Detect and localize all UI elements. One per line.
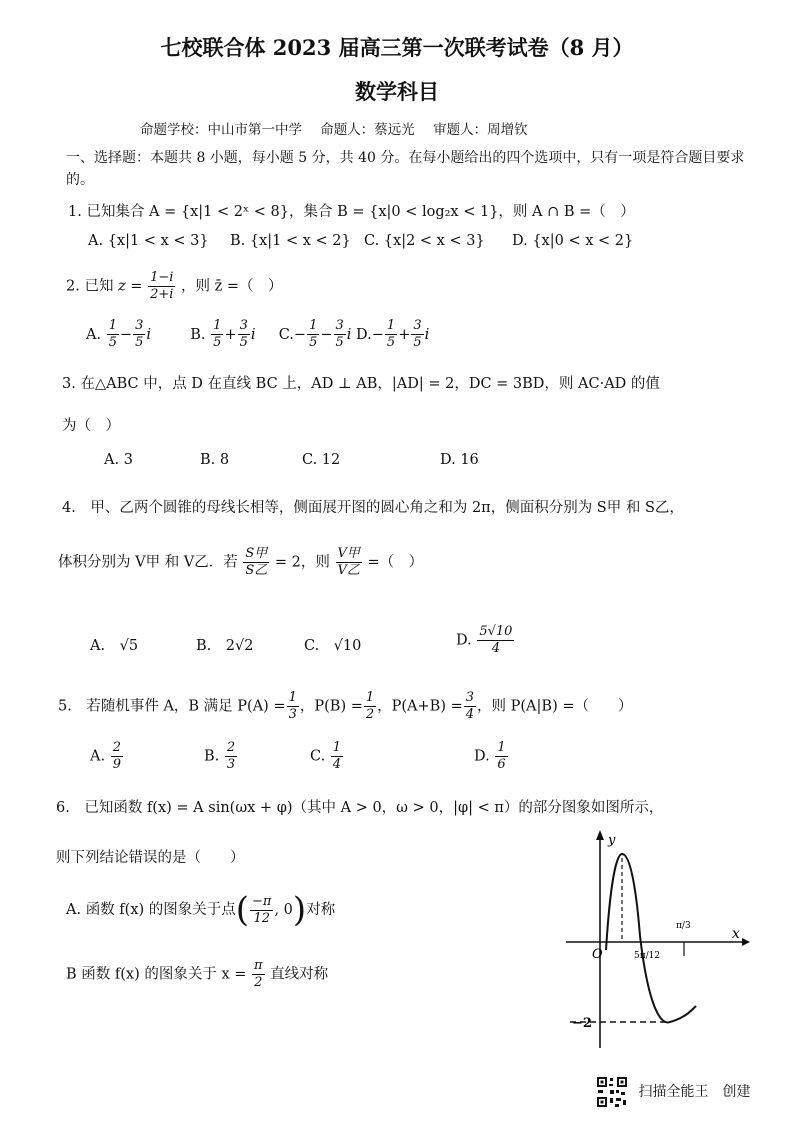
- q2-option-b: B. $\frac{1}{5}$ + $\frac{3}{5}$ i: [190, 318, 256, 350]
- reviewer: 审题人：周增钦: [433, 122, 528, 138]
- q5-option-c: C. $\frac{1}{4}$: [310, 740, 342, 772]
- q5-option-d: D. $\frac{1}{6}$: [474, 740, 506, 772]
- tick-5pi12-label: 5π/12: [634, 951, 661, 961]
- school: 命题学校：中山市第一中学: [140, 122, 302, 138]
- question-5-stem: 5. 若随机事件 A，B 满足 P(A) = $\frac{1}{3}$ ，P(B) = $\frac{1}{2}$ ，P(A+B) = $\frac{3}{4}$ ，则 P(A|B) =（ ）: [58, 690, 633, 722]
- q4-option-a: A. √5: [90, 638, 139, 654]
- sine-curve: [606, 854, 696, 1022]
- y-axis-label: y: [608, 833, 616, 848]
- question-3-stem: 3. 在△ABC 中，点 D 在直线 BC 上，AD ⊥ AB，|AD| = 2，DC = 3BD，则 AC·AD 的值: [62, 376, 660, 392]
- q3-option-c: C. 12: [302, 452, 341, 468]
- section-instructions: 一、选择题：本题共 8 小题，每小题 5 分，共 40 分。在每小题给出的四个选项中，只有一项是符合题目要求的。: [66, 150, 745, 188]
- q4-option-b: B. 2√2: [196, 638, 254, 654]
- q6-option-a: A. 函数 f(x) 的图象关于点( $\frac{-\pi}{12}$ , 0)对称: [66, 890, 336, 930]
- question-4-stem-2: 体积分别为 V甲 和 V乙．若 $\frac{\text{S甲}}{\text{S乙}}$ = 2，则 $\frac{\text{V甲}}{\text{V乙}}$ =（ ）: [58, 546, 424, 578]
- x-axis-arrow: [742, 938, 750, 946]
- minimum-label: −2: [572, 1016, 592, 1031]
- question-1-stem: 1. 已知集合 A = {x|1 < 2ˣ < 8}，集合 B = {x|0 < log₂x < 1}，则 A ∩ B =（ ）: [68, 204, 635, 220]
- subject-title: 数学科目: [355, 79, 439, 104]
- author-line: [140, 118, 542, 138]
- q1-option-b: B. {x|1 < x < 2}: [230, 233, 351, 249]
- x-axis-label: x: [732, 926, 740, 942]
- q3-option-b: B. 8: [200, 452, 230, 468]
- question-2-stem: 2. 已知 z = $\frac{1-i}{2+i}$ ，则 z̄ =（ ）: [66, 270, 283, 302]
- q1-option-c: C. {x|2 < x < 3}: [364, 233, 485, 249]
- q1-option-a: A. {x|1 < x < 3}: [88, 233, 209, 249]
- q6-option-b: B 函数 f(x) 的图象关于 x = $\frac{\pi}{2}$ 直线对称: [66, 958, 329, 990]
- question-3-stem-2: 为（ ）: [62, 418, 120, 434]
- q5-option-b: B. $\frac{2}{3}$: [204, 740, 236, 772]
- q5-option-a: A. $\frac{2}{9}$: [90, 740, 121, 772]
- q2-fraction: $\frac{1-i}{2+i}$: [150, 270, 174, 302]
- scanner-watermark: [596, 1076, 750, 1108]
- author: 命题人：蔡远光: [320, 122, 415, 138]
- q2-option-d: D.− $\frac{1}{5}$ + $\frac{3}{5}$ i: [356, 318, 430, 350]
- q3-option-a: A. 3: [104, 452, 133, 468]
- origin-label: O: [592, 947, 603, 962]
- qr-code-icon: [596, 1076, 628, 1108]
- q2-options: [86, 318, 429, 351]
- question-6-stem: 6. 已知函数 f(x) = A sin(ωx + φ)（其中 A > 0，ω > 0，|φ| < π）的部分图象如图所示，: [56, 800, 664, 816]
- q4-option-c: C. √10: [304, 638, 362, 654]
- question-4-stem: 4. 甲、乙两个圆锥的母线长相等，侧面展开图的圆心角之和为 2π，侧面积分别为 S甲 和 S乙，: [62, 500, 684, 516]
- q2-option-a: A. $\frac{1}{5}$ − $\frac{3}{5}$ i: [86, 318, 152, 350]
- exam-title: 七校联合体 2023 届高三第一次联考试卷（8 月）: [160, 35, 634, 60]
- tick-pi3-label: π/3: [676, 921, 691, 931]
- watermark-text: 扫描全能王 创建: [638, 1084, 751, 1100]
- question-6-stem-2: 则下列结论错误的是（ ）: [56, 850, 245, 866]
- q4-option-d: D. $\frac{5√10}{4}$: [456, 624, 513, 656]
- q1-option-d: D. {x|0 < x < 2}: [512, 233, 634, 249]
- function-graph: [556, 826, 756, 1056]
- q3-option-d: D. 16: [440, 452, 479, 468]
- y-axis-arrow: [596, 830, 604, 840]
- q2-option-c: C.− $\frac{1}{5}$ − $\frac{3}{5}$ i: [278, 318, 352, 350]
